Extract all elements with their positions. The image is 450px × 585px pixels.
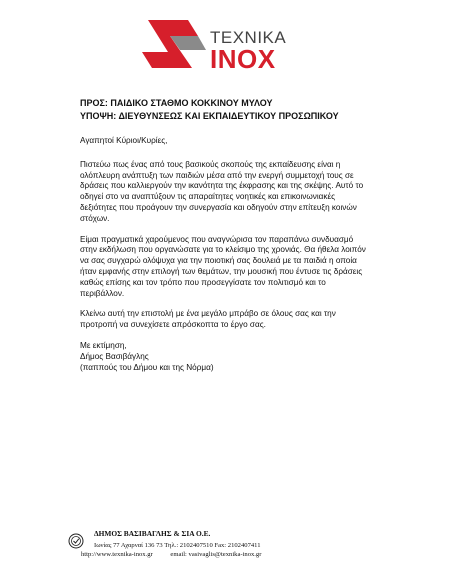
- company-logo: [140, 14, 300, 78]
- logo-text-top: TEXNIKA: [210, 28, 287, 47]
- footer-company-name: ΔΗΜΟΣ ΒΑΣΙΒΑΓΛΗΣ & ΣΙΑ Ο.Ε.: [94, 529, 211, 538]
- letter-signature: [80, 341, 372, 373]
- certification-seal-icon: [68, 533, 84, 549]
- letter-paragraph-1: Πιστεύω πως ένας από τους βασικούς σκοπούς της εκπαίδευσης είναι η ολόπλευρη ανάπτυξη των παιδιών μέσα από την ενεργή συμμετοχή τους σε δράσεις που καλλιεργούν την ικανότητα της έκφρασης και της σκέψης. Αυτό το οδηγεί στο να αναπτύξουν τις απαραίτητες νοητικές και επικοινωνιακές δεξιότητες που προάγουν την συνεργασία και οδηγούν στην επίτευξη κοινών στόχων.: [80, 159, 364, 223]
- letter-body: [80, 136, 372, 373]
- logo-emblem-icon: [140, 14, 210, 78]
- footer-address-phone: Ιωνίας 77 Αχαρναί 136 73 Τηλ.: 2102407510 Fax: 2102407411: [94, 542, 261, 549]
- logo-text-bottom: INOX: [210, 44, 276, 74]
- signature-relation: (παππούς του Δήμου και της Νόρμα): [80, 362, 214, 372]
- letter-paragraph-3: Κλείνω αυτή την επιστολή με ένα μεγάλο μπράβο σε όλους σας και την προτροπή να συνεχίσετε απρόσκοπτα το έργο σας.: [80, 309, 336, 330]
- footer-contact-line: [81, 551, 277, 560]
- recipient-to-line: ΠΡΟΣ: ΠΑΙΔΙΚΟ ΣΤΑΘΜΟ ΚΟΚΚΙΝΟΥ ΜΥΛΟΥ: [80, 98, 273, 108]
- signature-closing: Με εκτίμηση,: [80, 340, 127, 350]
- footer-website-link[interactable]: http://www.texnika-inox.gr: [81, 551, 153, 558]
- recipient-attention-line: ΥΠΟΨΗ: ΔΙΕΥΘΥΝΣΕΩΣ ΚΑΙ ΕΚΠΑΙΔΕΥΤΙΚΟΥ ΠΡΟΣΩΠΙΚΟΥ: [80, 111, 339, 121]
- footer-email-link[interactable]: email: vasivaglis@texnika-inox.gr: [170, 551, 262, 558]
- recipient-block: [80, 97, 410, 123]
- letter-salutation: Αγαπητοί Κύριοι/Κυρίες,: [80, 136, 168, 145]
- letter-paragraph-2: Είμαι πραγματικά χαρούμενος που αναγνώρισα τον παραπάνω συνδυασμό στην εκδήλωση που οργανώσατε για το κλείσιμο της χρονιάς. Θα ήθελα λοιπόν να σας συγχαρώ ολόψυχα για την ποιοτική σας δουλειά με τα παιδιά η οποία ήταν εμφανής στην επιλογή των θεμάτων, την μουσική που έντυσε τις δράσεις καθώς επίσης και τον τρόπο που προσεγγίσατε τον πολιτισμό και το περιβάλλον.: [80, 234, 366, 298]
- signature-name: Δήμος Βασιβάγλης: [80, 351, 149, 361]
